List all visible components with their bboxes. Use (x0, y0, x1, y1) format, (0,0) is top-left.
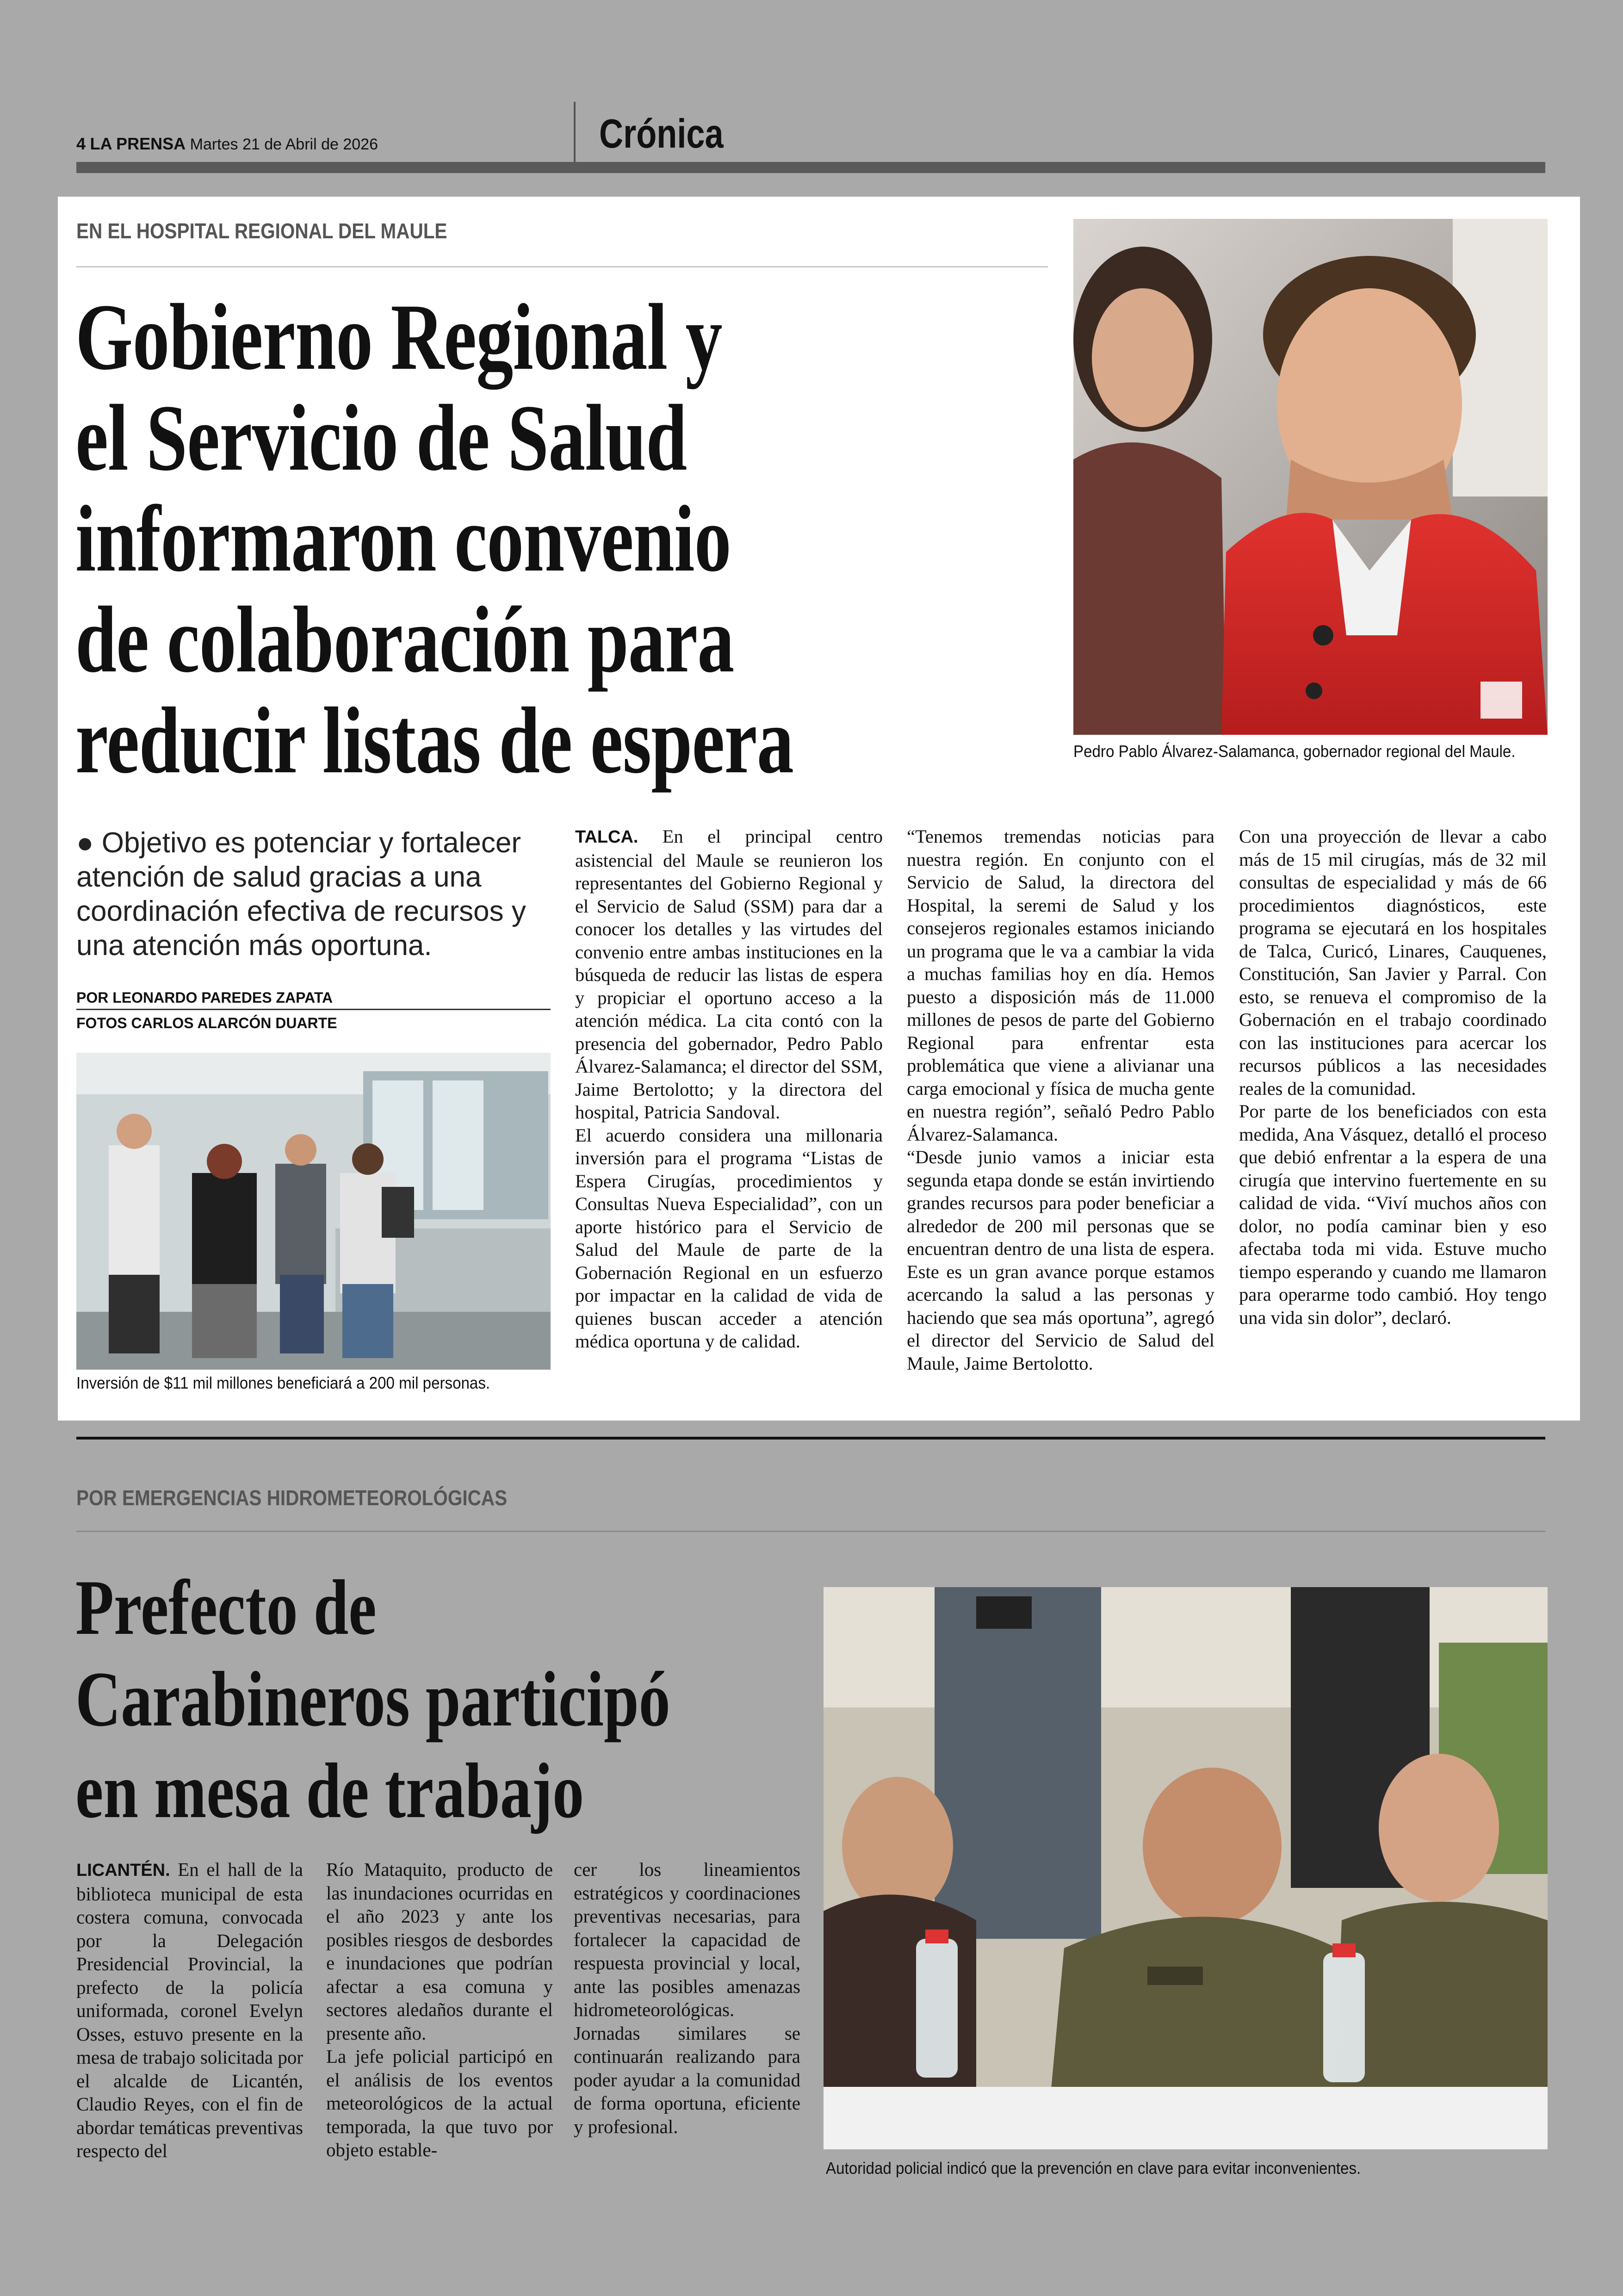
governor-photo-caption: Pedro Pablo Álvarez-Salamanca, gobernador regional del Maule. (1073, 742, 1516, 761)
headline-line: en mesa de trabajo (75, 1747, 584, 1834)
article1-column-1 (575, 825, 883, 1353)
kicker-rule (76, 266, 1048, 267)
article1-headline (75, 287, 793, 791)
bullet-icon: ● (76, 827, 102, 859)
dateline: TALCA. (575, 827, 638, 847)
police-photo-caption: Autoridad policial indicó que la prevención en clave para evitar inconvenientes. (826, 2159, 1361, 2178)
hospital-photo-image (76, 1053, 551, 1370)
paragraph: cer los lineamientos estratégicos y coordinaciones preventivas necesarias, para fortalecer la capacidad de respuesta provincial y local, ante las posibles amenazas hidrometeorológicas. (574, 1859, 800, 2020)
masthead-divider (574, 102, 576, 162)
section-divider (76, 1437, 1545, 1440)
article1-summary (76, 826, 530, 963)
paragraph: “Desde junio vamos a iniciar esta segunda etapa donde se están invirtiendo grandes recursos para poder beneficiar a alrededor de 200 mil personas que se encuentran dentro de una lista de espera. Este es un gran avance porque estamos acercando la salud a las personas y haciendo que sea más oportuna”, agregó el director del Servicio de Salud del Maule, Jaime Bertolotto. (907, 1147, 1214, 1374)
dateline: LICANTÉN. (76, 1861, 170, 1880)
hospital-photo (76, 1053, 551, 1370)
paragraph: En el hall de la biblioteca municipal de esta costera comuna, convocada por la Delegación Presidencial Provincial, la prefecto de la policía uniformada, coronel Evelyn Osses, estuvo presente en la mesa de trabajo solicitada por el alcalde de Licantén, Claudio Reyes, con el fin de abordar temáticas preventivas respecto del (76, 1859, 304, 2161)
police-meeting-photo (824, 1587, 1548, 2149)
section-title: Crónica (599, 111, 724, 156)
kicker-rule (76, 1531, 1545, 1532)
summary-text: Objetivo es potenciar y fortalecer atención de salud gracias a una coordinación efectiva de recursos y una atención más oportuna. (76, 827, 526, 962)
paragraph: Jornadas similares se continuarán realizando para poder ayudar a la comunidad de forma oportuna, eficiente y profesional. (574, 2022, 800, 2137)
headline-line: Carabineros participó (75, 1656, 670, 1743)
masthead-bar (76, 162, 1545, 173)
paragraph: Río Mataquito, producto de las inundaciones ocurridas en el año 2023 y ante los posibles riesgos de desbordes e inundaciones que podrían afectar a esa comuna y sectores aledaños durante el presente año. (326, 1859, 553, 2044)
paragraph: El acuerdo considera una millonaria inversión para el programa “Listas de Espera Cirugías, procedimientos y Consultas Nueva Especialidad”, con un aporte histórico para el Servicio de Salud del Maule de parte de la Gobernación Regional en un esfuerzo por impactar en la calidad de vida de quienes buscan acceder a atención médica oportuna y de calidad. (575, 1124, 883, 1352)
masthead-info (76, 134, 378, 154)
article1-column-2 (907, 825, 1214, 1375)
headline-line: informaron convenio (75, 486, 731, 591)
paragraph: En el principal centro asistencial del Maule se reunieron los representantes del Gobierno Regional y el Servicio de Salud (SSM) para dar a conocer los detalles y las virtudes del convenio entre ambas instituciones en la búsqueda de reducir las listas de espera y propiciar el oportuno acceso a la atención médica. La cita contó con la presencia del gobernador, Pedro Pablo Álvarez-Salamanca; el director del SSM, Jaime Bertolotto; y la directora del hospital, Patricia Sandoval. (575, 826, 883, 1123)
headline-line: de colaboración para (75, 587, 734, 692)
paragraph: Por parte de los beneficiados con esta medida, Ana Vásquez, detalló el proceso que debió enfrentar a la espera de una cirugía que intervino fuertemente en su calidad de vida. “Viví muchos años con dolor, no podía caminar bien y eso afectaba toda mi vida. Estuve mucho tiempo esperando y cuando me llamaron para operarme todo cambió. Hoy tengo una vida sin dolor”, declaró. (1239, 1101, 1547, 1328)
article2-column-1 (76, 1858, 303, 2163)
governor-photo-image (1073, 219, 1548, 735)
police-meeting-photo-image (824, 1587, 1548, 2149)
article1-column-3 (1239, 825, 1547, 1329)
byline-author: POR LEONARDO PAREDES ZAPATA (76, 989, 333, 1006)
article2-headline (75, 1562, 670, 1837)
headline-line: el Servicio de Salud (75, 385, 687, 490)
article1-kicker: EN EL HOSPITAL REGIONAL DEL MAULE (76, 219, 447, 243)
governor-photo (1073, 219, 1548, 735)
publication-name: LA PRENSA (90, 134, 186, 153)
article2-column-2 (326, 1858, 553, 2162)
article2-column-3 (574, 1858, 800, 2138)
byline-rule (76, 1009, 551, 1010)
byline-photos: FOTOS CARLOS ALARCÓN DUARTE (76, 1015, 337, 1031)
headline-line: Prefecto de (75, 1564, 377, 1651)
issue-date: Martes 21 de Abril de 2026 (190, 136, 378, 153)
paragraph: “Tenemos tremendas noticias para nuestra región. En conjunto con el Servicio de Salud, la directora del Hospital, la seremi de Salud y los consejeros regionales estamos iniciando un programa que le va a cambiar la vida a muchas familias hoy en día. Hemos puesto a disposición más de 11.000 millones de pesos de parte del Gobierno Regional para enfrentar esta problemática que viene a alivianar una carga emocional y física de mucha gente en nuestra región”, señaló Pedro Pablo Álvarez-Salamanca. (907, 826, 1214, 1145)
paragraph: La jefe policial participó en el análisis de los eventos meteorológicos de la actual temporada, la que tuvo por objeto estable- (326, 2046, 553, 2160)
paragraph: Con una proyección de llevar a cabo más de 15 mil cirugías, más de 32 mil consultas de especialidad y más de 66 procedimientos diagnósticos, este programa se ejecutará en los hospitales de Talca, Curicó, Linares, Cauquenes, Constitución, San Javier y Parral. Con esto, se renueva el compromiso de la Gobernación en el trabajo coordinado con las instituciones para acercar los recursos públicos a las necesidades reales de la comunidad. (1239, 826, 1547, 1099)
page-number: 4 (76, 134, 86, 153)
article2-kicker: POR EMERGENCIAS HIDROMETEOROLÓGICAS (76, 1486, 508, 1510)
hospital-photo-caption: Inversión de $11 mil millones beneficiará a 200 mil personas. (76, 1373, 490, 1392)
headline-line: Gobierno Regional y (75, 285, 722, 390)
headline-line: reducir listas de espera (75, 688, 794, 793)
